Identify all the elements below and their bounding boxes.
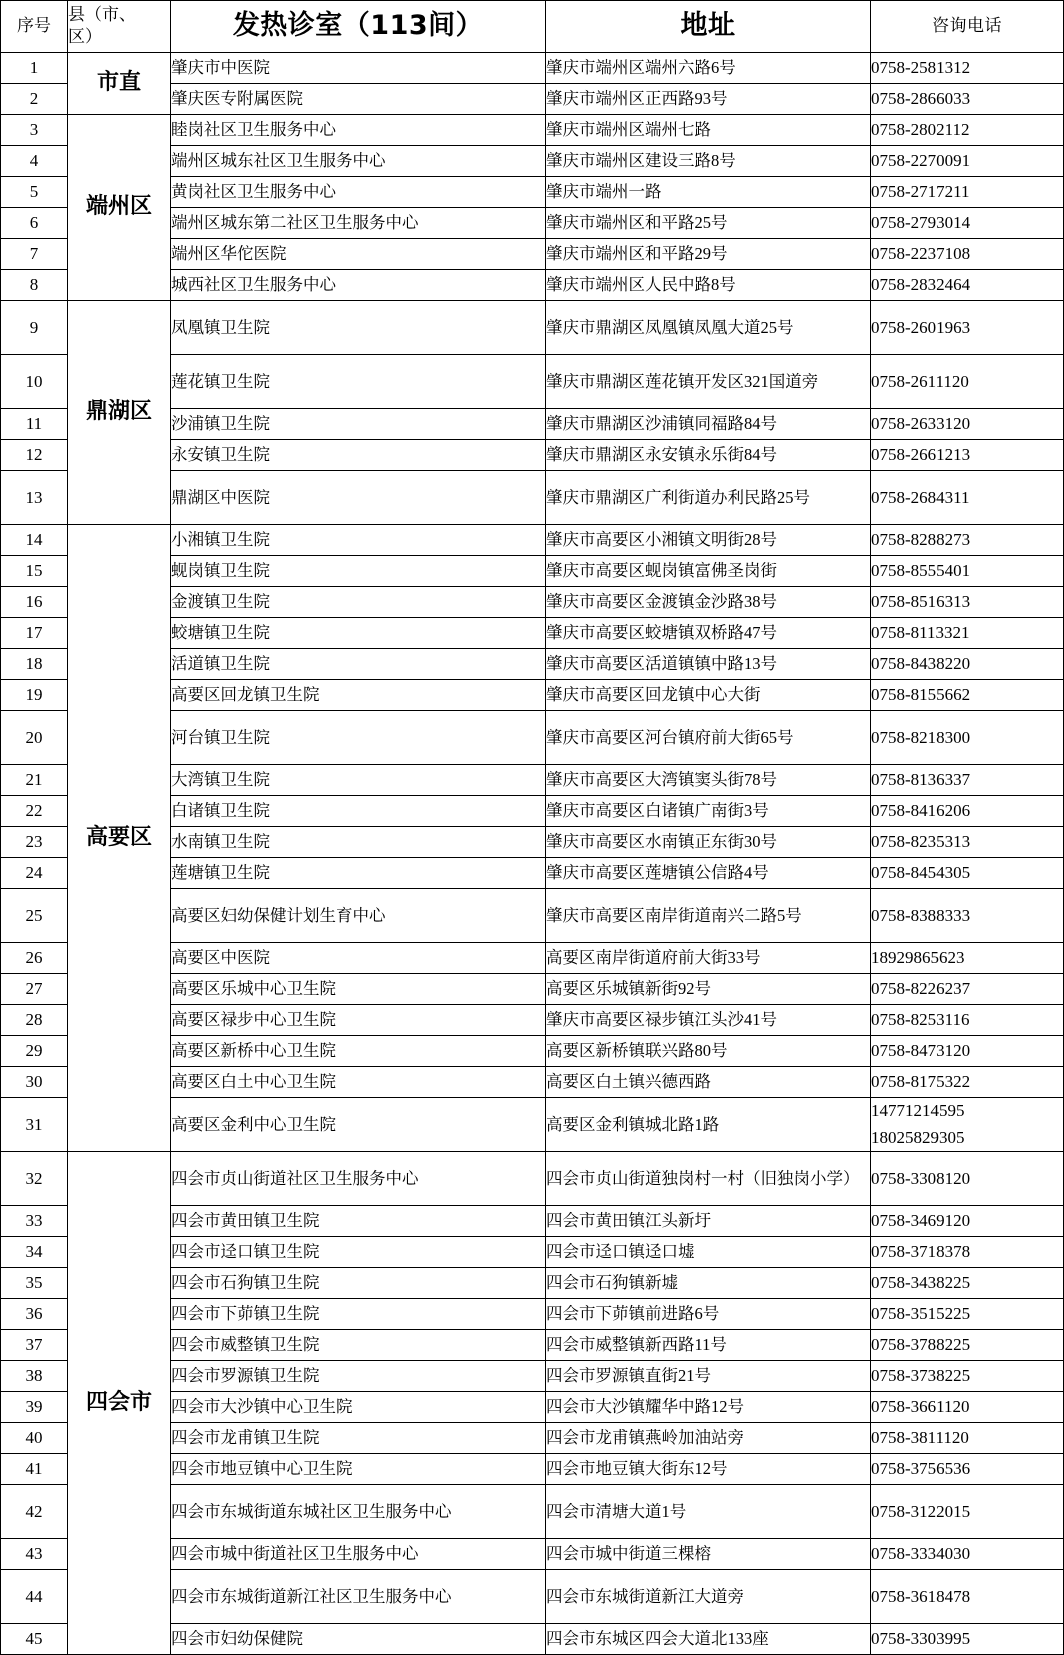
cell-clinic-name: 高要区乐城中心卫生院: [171, 974, 546, 1005]
cell-address: 四会市东城区四会大道北133座: [546, 1624, 871, 1655]
table-row: [1, 301, 1064, 355]
cell-address: 四会市威整镇新西路11号: [546, 1330, 871, 1361]
cell-index: 37: [1, 1330, 68, 1361]
cell-clinic-name: 城西社区卫生服务中心: [171, 270, 546, 301]
cell-address: 四会市清塘大道1号: [546, 1485, 871, 1539]
cell-clinic-name: 四会市下茆镇卫生院: [171, 1299, 546, 1330]
cell-address: 四会市地豆镇大街东12号: [546, 1454, 871, 1485]
cell-index: 1: [1, 53, 68, 84]
cell-address: 四会市下茆镇前进路6号: [546, 1299, 871, 1330]
cell-index: 16: [1, 587, 68, 618]
cell-index: 34: [1, 1237, 68, 1268]
cell-phone: 0758-3438225: [871, 1268, 1064, 1299]
cell-clinic-name: 高要区妇幼保健计划生育中心: [171, 889, 546, 943]
cell-clinic-name: 鼎湖区中医院: [171, 471, 546, 525]
cell-district: 市直: [68, 53, 171, 115]
cell-index: 26: [1, 943, 68, 974]
table-row: [1, 1152, 1064, 1206]
cell-index: 28: [1, 1005, 68, 1036]
cell-clinic-name: 四会市城中街道社区卫生服务中心: [171, 1539, 546, 1570]
cell-clinic-name: 高要区回龙镇卫生院: [171, 680, 546, 711]
cell-district: 鼎湖区: [68, 301, 171, 525]
cell-clinic-name: 水南镇卫生院: [171, 827, 546, 858]
cell-clinic-name: 高要区白土中心卫生院: [171, 1067, 546, 1098]
cell-address: 肇庆市鼎湖区沙浦镇同福路84号: [546, 409, 871, 440]
table-row: [1, 115, 1064, 146]
cell-phone: 0758-2611120: [871, 355, 1064, 409]
cell-phone: 0758-2633120: [871, 409, 1064, 440]
cell-address: 肇庆市鼎湖区永安镇永乐街84号: [546, 440, 871, 471]
cell-phone: 0758-2793014: [871, 208, 1064, 239]
cell-address: 肇庆市高要区水南镇正东街30号: [546, 827, 871, 858]
cell-index: 43: [1, 1539, 68, 1570]
cell-clinic-name: 蛟塘镇卫生院: [171, 618, 546, 649]
cell-clinic-name: 沙浦镇卫生院: [171, 409, 546, 440]
cell-clinic-name: 高要区中医院: [171, 943, 546, 974]
cell-clinic-name: 河台镇卫生院: [171, 711, 546, 765]
cell-address: 肇庆市端州区端州六路6号: [546, 53, 871, 84]
cell-phone: 0758-8416206: [871, 796, 1064, 827]
cell-address: 肇庆市高要区金渡镇金沙路38号: [546, 587, 871, 618]
cell-clinic-name: 四会市迳口镇卫生院: [171, 1237, 546, 1268]
cell-index: 31: [1, 1098, 68, 1152]
cell-index: 41: [1, 1454, 68, 1485]
cell-address: 肇庆市高要区河台镇府前大街65号: [546, 711, 871, 765]
cell-clinic-name: 莲花镇卫生院: [171, 355, 546, 409]
cell-address: 高要区乐城镇新街92号: [546, 974, 871, 1005]
cell-clinic-name: 睦岗社区卫生服务中心: [171, 115, 546, 146]
cell-phone: 0758-8235313: [871, 827, 1064, 858]
cell-clinic-name: 金渡镇卫生院: [171, 587, 546, 618]
cell-address: 四会市大沙镇耀华中路12号: [546, 1392, 871, 1423]
cell-index: 19: [1, 680, 68, 711]
cell-phone: 0758-3122015: [871, 1485, 1064, 1539]
cell-index: 7: [1, 239, 68, 270]
cell-address: 肇庆市高要区回龙镇中心大街: [546, 680, 871, 711]
cell-index: 10: [1, 355, 68, 409]
cell-address: 肇庆市端州区建设三路8号: [546, 146, 871, 177]
cell-address: 四会市贞山街道独岗村一村（旧独岗小学）: [546, 1152, 871, 1206]
cell-address: 四会市东城街道新江大道旁: [546, 1570, 871, 1624]
cell-phone: 0758-3756536: [871, 1454, 1064, 1485]
cell-address: 肇庆市高要区小湘镇文明街28号: [546, 525, 871, 556]
cell-phone: 0758-8288273: [871, 525, 1064, 556]
cell-clinic-name: 四会市罗源镇卫生院: [171, 1361, 546, 1392]
cell-address: 四会市城中街道三棵榕: [546, 1539, 871, 1570]
cell-phone: 0758-3718378: [871, 1237, 1064, 1268]
cell-address: 肇庆市高要区活道镇镇中路13号: [546, 649, 871, 680]
cell-clinic-name: 高要区禄步中心卫生院: [171, 1005, 546, 1036]
cell-clinic-name: 高要区新桥中心卫生院: [171, 1036, 546, 1067]
cell-address: 四会市黄田镇江头新圩: [546, 1206, 871, 1237]
cell-index: 27: [1, 974, 68, 1005]
cell-clinic-name: 端州区城东第二社区卫生服务中心: [171, 208, 546, 239]
cell-address: 高要区新桥镇联兴路80号: [546, 1036, 871, 1067]
cell-phone: 0758-3788225: [871, 1330, 1064, 1361]
cell-phone: 0758-3469120: [871, 1206, 1064, 1237]
cell-clinic-name: 端州区城东社区卫生服务中心: [171, 146, 546, 177]
cell-address: 肇庆市端州区和平路25号: [546, 208, 871, 239]
cell-phone: 0758-8438220: [871, 649, 1064, 680]
column-header-clinic: 发热诊室（113间）: [171, 1, 546, 53]
cell-phone: 0758-3303995: [871, 1624, 1064, 1655]
cell-clinic-name: 高要区金利中心卫生院: [171, 1098, 546, 1152]
cell-address: 肇庆市鼎湖区莲花镇开发区321国道旁: [546, 355, 871, 409]
cell-index: 18: [1, 649, 68, 680]
cell-address: 肇庆市端州区人民中路8号: [546, 270, 871, 301]
cell-index: 35: [1, 1268, 68, 1299]
cell-clinic-name: 四会市龙甫镇卫生院: [171, 1423, 546, 1454]
cell-index: 20: [1, 711, 68, 765]
cell-phone: 0758-8454305: [871, 858, 1064, 889]
cell-phone: 0758-2270091: [871, 146, 1064, 177]
cell-clinic-name: 肇庆医专附属医院: [171, 84, 546, 115]
cell-index: 45: [1, 1624, 68, 1655]
cell-address: 四会市石狗镇新墟: [546, 1268, 871, 1299]
cell-phone: 0758-2601963: [871, 301, 1064, 355]
cell-index: 39: [1, 1392, 68, 1423]
cell-address: 肇庆市高要区禄步镇江头沙41号: [546, 1005, 871, 1036]
cell-index: 8: [1, 270, 68, 301]
cell-address: 肇庆市高要区南岸街道南兴二路5号: [546, 889, 871, 943]
cell-district: 四会市: [68, 1152, 171, 1655]
cell-index: 17: [1, 618, 68, 649]
cell-clinic-name: 大湾镇卫生院: [171, 765, 546, 796]
table-row: [1, 525, 1064, 556]
cell-phone: 0758-3661120: [871, 1392, 1064, 1423]
cell-address: 肇庆市端州区正西路93号: [546, 84, 871, 115]
cell-phone: 0758-8516313: [871, 587, 1064, 618]
cell-phone: 0758-2832464: [871, 270, 1064, 301]
cell-phone: 0758-8175322: [871, 1067, 1064, 1098]
cell-clinic-name: 小湘镇卫生院: [171, 525, 546, 556]
cell-phone: 0758-3811120: [871, 1423, 1064, 1454]
cell-address: 高要区金利镇城北路1路: [546, 1098, 871, 1152]
cell-address: 肇庆市鼎湖区凤凰镇凤凰大道25号: [546, 301, 871, 355]
cell-address: 四会市罗源镇直街21号: [546, 1361, 871, 1392]
cell-index: 9: [1, 301, 68, 355]
column-header-district-line1: 县（市、: [68, 4, 136, 25]
cell-index: 11: [1, 409, 68, 440]
cell-phone: 0758-2581312: [871, 53, 1064, 84]
cell-phone: 0758-2866033: [871, 84, 1064, 115]
cell-clinic-name: 永安镇卫生院: [171, 440, 546, 471]
cell-index: 12: [1, 440, 68, 471]
cell-address: 肇庆市高要区蚬岗镇富佛圣岗街: [546, 556, 871, 587]
cell-phone: 0758-3738225: [871, 1361, 1064, 1392]
cell-index: 25: [1, 889, 68, 943]
cell-phone: 0758-2237108: [871, 239, 1064, 270]
cell-clinic-name: 四会市石狗镇卫生院: [171, 1268, 546, 1299]
cell-phone: 0758-2661213: [871, 440, 1064, 471]
cell-clinic-name: 活道镇卫生院: [171, 649, 546, 680]
table-body: [1, 53, 1064, 1655]
cell-phone: 0758-8136337: [871, 765, 1064, 796]
cell-phone: 0758-8473120: [871, 1036, 1064, 1067]
cell-index: 23: [1, 827, 68, 858]
cell-address: 肇庆市端州一路: [546, 177, 871, 208]
cell-phone: 0758-3618478: [871, 1570, 1064, 1624]
column-header-district-line2: 区）: [68, 26, 102, 47]
cell-index: 21: [1, 765, 68, 796]
cell-index: 36: [1, 1299, 68, 1330]
cell-index: 13: [1, 471, 68, 525]
cell-address: 肇庆市高要区白诸镇广南街3号: [546, 796, 871, 827]
cell-clinic-name: 四会市东城街道新江社区卫生服务中心: [171, 1570, 546, 1624]
cell-index: 30: [1, 1067, 68, 1098]
cell-phone: [871, 1098, 1064, 1152]
column-header-address: 地址: [546, 1, 871, 53]
cell-clinic-name: 四会市黄田镇卫生院: [171, 1206, 546, 1237]
phone-line: 14771214595: [871, 1101, 965, 1121]
cell-phone: 18929865623: [871, 943, 1064, 974]
cell-index: 15: [1, 556, 68, 587]
cell-phone: 0758-2802112: [871, 115, 1064, 146]
column-header-phone: 咨询电话: [871, 1, 1064, 53]
cell-phone: 0758-3515225: [871, 1299, 1064, 1330]
column-header-index: 序号: [1, 1, 68, 53]
cell-index: 4: [1, 146, 68, 177]
cell-clinic-name: 四会市东城街道东城社区卫生服务中心: [171, 1485, 546, 1539]
cell-address: 肇庆市高要区大湾镇窦头街78号: [546, 765, 871, 796]
cell-address: 肇庆市端州区和平路29号: [546, 239, 871, 270]
cell-index: 32: [1, 1152, 68, 1206]
cell-index: 22: [1, 796, 68, 827]
column-header-district: [68, 1, 171, 53]
cell-phone: 0758-8388333: [871, 889, 1064, 943]
phone-line: 18025829305: [871, 1127, 965, 1147]
cell-phone: 0758-2684311: [871, 471, 1064, 525]
cell-index: 2: [1, 84, 68, 115]
cell-clinic-name: 四会市妇幼保健院: [171, 1624, 546, 1655]
cell-index: 14: [1, 525, 68, 556]
cell-phone: 0758-8555401: [871, 556, 1064, 587]
cell-clinic-name: 莲塘镇卫生院: [171, 858, 546, 889]
table-row: [1, 53, 1064, 84]
cell-address: 高要区白土镇兴德西路: [546, 1067, 871, 1098]
cell-index: 42: [1, 1485, 68, 1539]
cell-clinic-name: 四会市贞山街道社区卫生服务中心: [171, 1152, 546, 1206]
cell-index: 29: [1, 1036, 68, 1067]
cell-clinic-name: 四会市地豆镇中心卫生院: [171, 1454, 546, 1485]
cell-address: 高要区南岸街道府前大街33号: [546, 943, 871, 974]
cell-phone: 0758-3334030: [871, 1539, 1064, 1570]
cell-index: 3: [1, 115, 68, 146]
cell-address: 肇庆市鼎湖区广利街道办利民路25号: [546, 471, 871, 525]
cell-index: 6: [1, 208, 68, 239]
cell-phone: 0758-2717211: [871, 177, 1064, 208]
cell-clinic-name: 白诸镇卫生院: [171, 796, 546, 827]
cell-address: 肇庆市高要区蛟塘镇双桥路47号: [546, 618, 871, 649]
cell-phone: 0758-3308120: [871, 1152, 1064, 1206]
cell-phone: 0758-8155662: [871, 680, 1064, 711]
cell-phone: 0758-8113321: [871, 618, 1064, 649]
cell-phone: 0758-8218300: [871, 711, 1064, 765]
cell-phone: 0758-8253116: [871, 1005, 1064, 1036]
cell-clinic-name: 肇庆市中医院: [171, 53, 546, 84]
cell-address: 肇庆市端州区端州七路: [546, 115, 871, 146]
cell-phone: 0758-8226237: [871, 974, 1064, 1005]
cell-index: 33: [1, 1206, 68, 1237]
cell-clinic-name: 四会市威整镇卫生院: [171, 1330, 546, 1361]
cell-clinic-name: 蚬岗镇卫生院: [171, 556, 546, 587]
cell-index: 5: [1, 177, 68, 208]
cell-address: 四会市迳口镇迳口墟: [546, 1237, 871, 1268]
cell-index: 38: [1, 1361, 68, 1392]
cell-district: 端州区: [68, 115, 171, 301]
cell-index: 40: [1, 1423, 68, 1454]
cell-clinic-name: 凤凰镇卫生院: [171, 301, 546, 355]
table-header: [1, 1, 1064, 53]
header-row: [1, 1, 1064, 53]
cell-index: 44: [1, 1570, 68, 1624]
cell-district: 高要区: [68, 525, 171, 1152]
cell-address: 四会市龙甫镇燕岭加油站旁: [546, 1423, 871, 1454]
cell-clinic-name: 四会市大沙镇中心卫生院: [171, 1392, 546, 1423]
cell-index: 24: [1, 858, 68, 889]
cell-clinic-name: 黄岗社区卫生服务中心: [171, 177, 546, 208]
cell-address: 肇庆市高要区莲塘镇公信路4号: [546, 858, 871, 889]
cell-clinic-name: 端州区华佗医院: [171, 239, 546, 270]
